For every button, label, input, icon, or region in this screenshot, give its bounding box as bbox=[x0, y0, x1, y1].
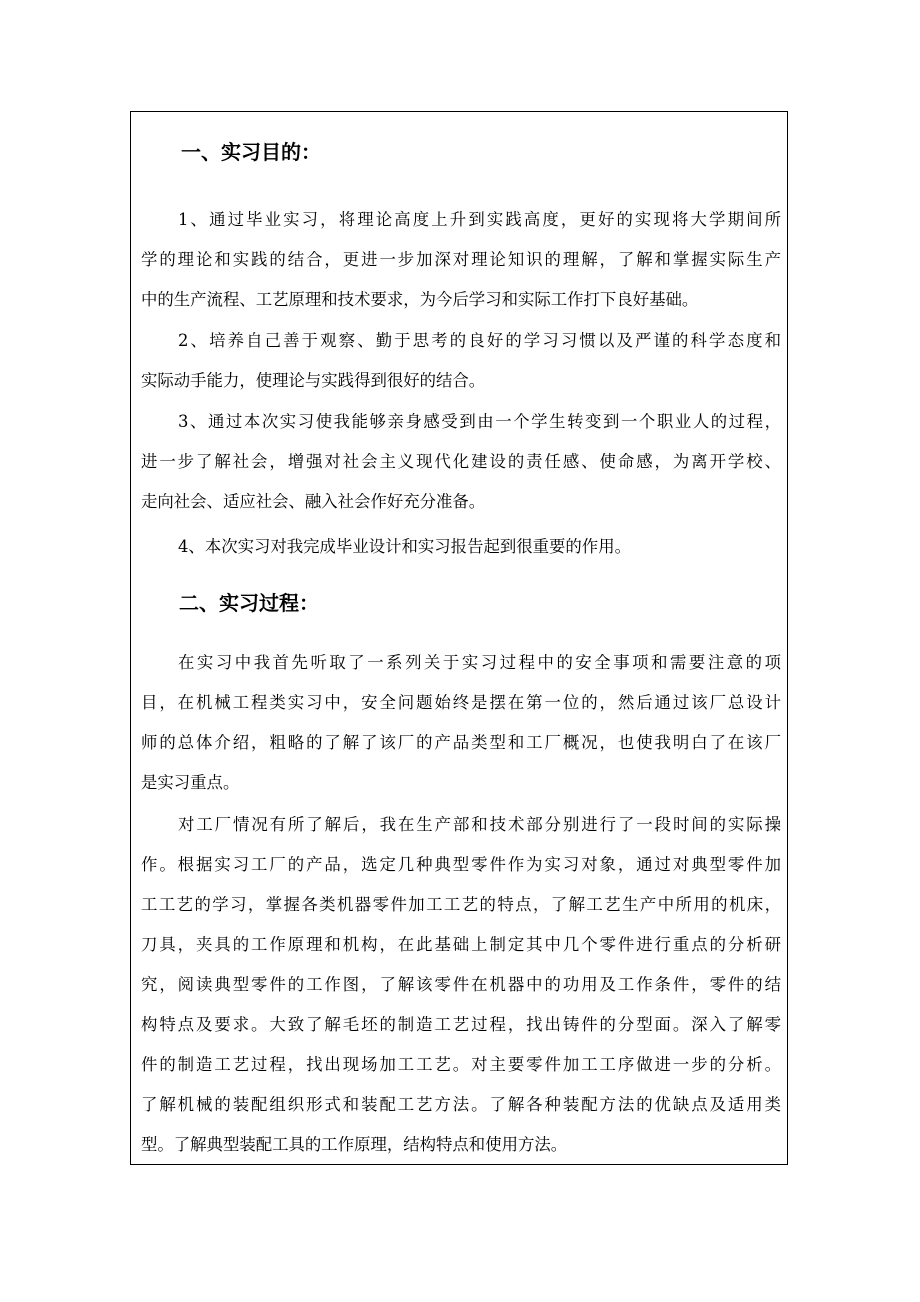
text-line: 是实习重点。 bbox=[141, 773, 240, 792]
text-line: 工工艺的学习，掌握各类机器零件加工工艺的特点，了解工艺生产中所用的机床， bbox=[141, 895, 781, 914]
paragraph-purpose-3 bbox=[141, 402, 781, 522]
text-line: 件的制造工艺过程，找出现场加工工艺。对主要零件加工工序做进一步的分析。 bbox=[141, 1055, 781, 1074]
text-line: 师的总体介绍，粗略的了解了该厂的产品类型和工厂概况，也使我明白了在该厂 bbox=[141, 733, 781, 752]
text-line: 型。了解典型装配工具的工作原理，结构特点和使用方法。 bbox=[141, 1135, 568, 1154]
text-line: 4、本次实习对我完成毕业设计和实习报告起到很重要的作用。 bbox=[178, 537, 631, 556]
text-line: 学的理论和实践的结合，更进一步加深对理论知识的理解，了解和掌握实际生产 bbox=[141, 250, 781, 269]
paragraph-purpose-4 bbox=[141, 527, 781, 567]
paragraph-process-2 bbox=[141, 805, 781, 1165]
text-line: 在实习中我首先听取了一系列关于实习过程中的安全事项和需要注意的项 bbox=[178, 653, 781, 672]
text-line: 刀具，夹具的工作原理和机构，在此基础上制定其中几个零件进行重点的分析研 bbox=[141, 935, 781, 954]
section-heading-purpose: 一、实习目的： bbox=[181, 140, 321, 164]
text-line: 3、通过本次实习使我能够亲身感受到由一个学生转变到一个职业人的过程， bbox=[178, 412, 781, 431]
section-heading-process: 二、实习过程： bbox=[179, 591, 319, 615]
paragraph-process-1 bbox=[141, 643, 781, 803]
text-line: 作。根据实习工厂的产品，选定几种典型零件作为实习对象，通过对典型零件加 bbox=[141, 855, 781, 874]
text-line: 对工厂情况有所了解后，我在生产部和技术部分别进行了一段时间的实际操 bbox=[178, 815, 781, 834]
text-line: 实际动手能力，使理论与实践得到很好的结合。 bbox=[141, 371, 486, 390]
text-line: 走向社会、适应社会、融入社会作好充分准备。 bbox=[141, 492, 486, 511]
paragraph-purpose-2 bbox=[141, 321, 781, 401]
text-line: 进一步了解社会，增强对社会主义现代化建设的责任感、使命感，为离开学校、 bbox=[141, 452, 781, 471]
document-frame bbox=[130, 111, 788, 1165]
text-line: 1、通过毕业实习，将理论高度上升到实践高度，更好的实现将大学期间所 bbox=[178, 210, 781, 229]
text-line: 究，阅读典型零件的工作图，了解该零件在机器中的功用及工作条件，零件的结 bbox=[141, 975, 781, 994]
text-line: 中的生产流程、工艺原理和技术要求，为今后学习和实际工作打下良好基础。 bbox=[141, 290, 699, 309]
paragraph-purpose-1 bbox=[141, 200, 781, 320]
text-line: 构特点及要求。大致了解毛坯的制造工艺过程，找出铸件的分型面。深入了解零 bbox=[141, 1015, 781, 1034]
text-line: 目，在机械工程类实习中，安全问题始终是摆在第一位的，然后通过该厂总设计 bbox=[141, 693, 781, 712]
text-line: 2、培养自己善于观察、勤于思考的良好的学习习惯以及严谨的科学态度和 bbox=[178, 331, 781, 350]
text-line: 了解机械的装配组织形式和装配工艺方法。了解各种装配方法的优缺点及适用类 bbox=[141, 1095, 781, 1114]
